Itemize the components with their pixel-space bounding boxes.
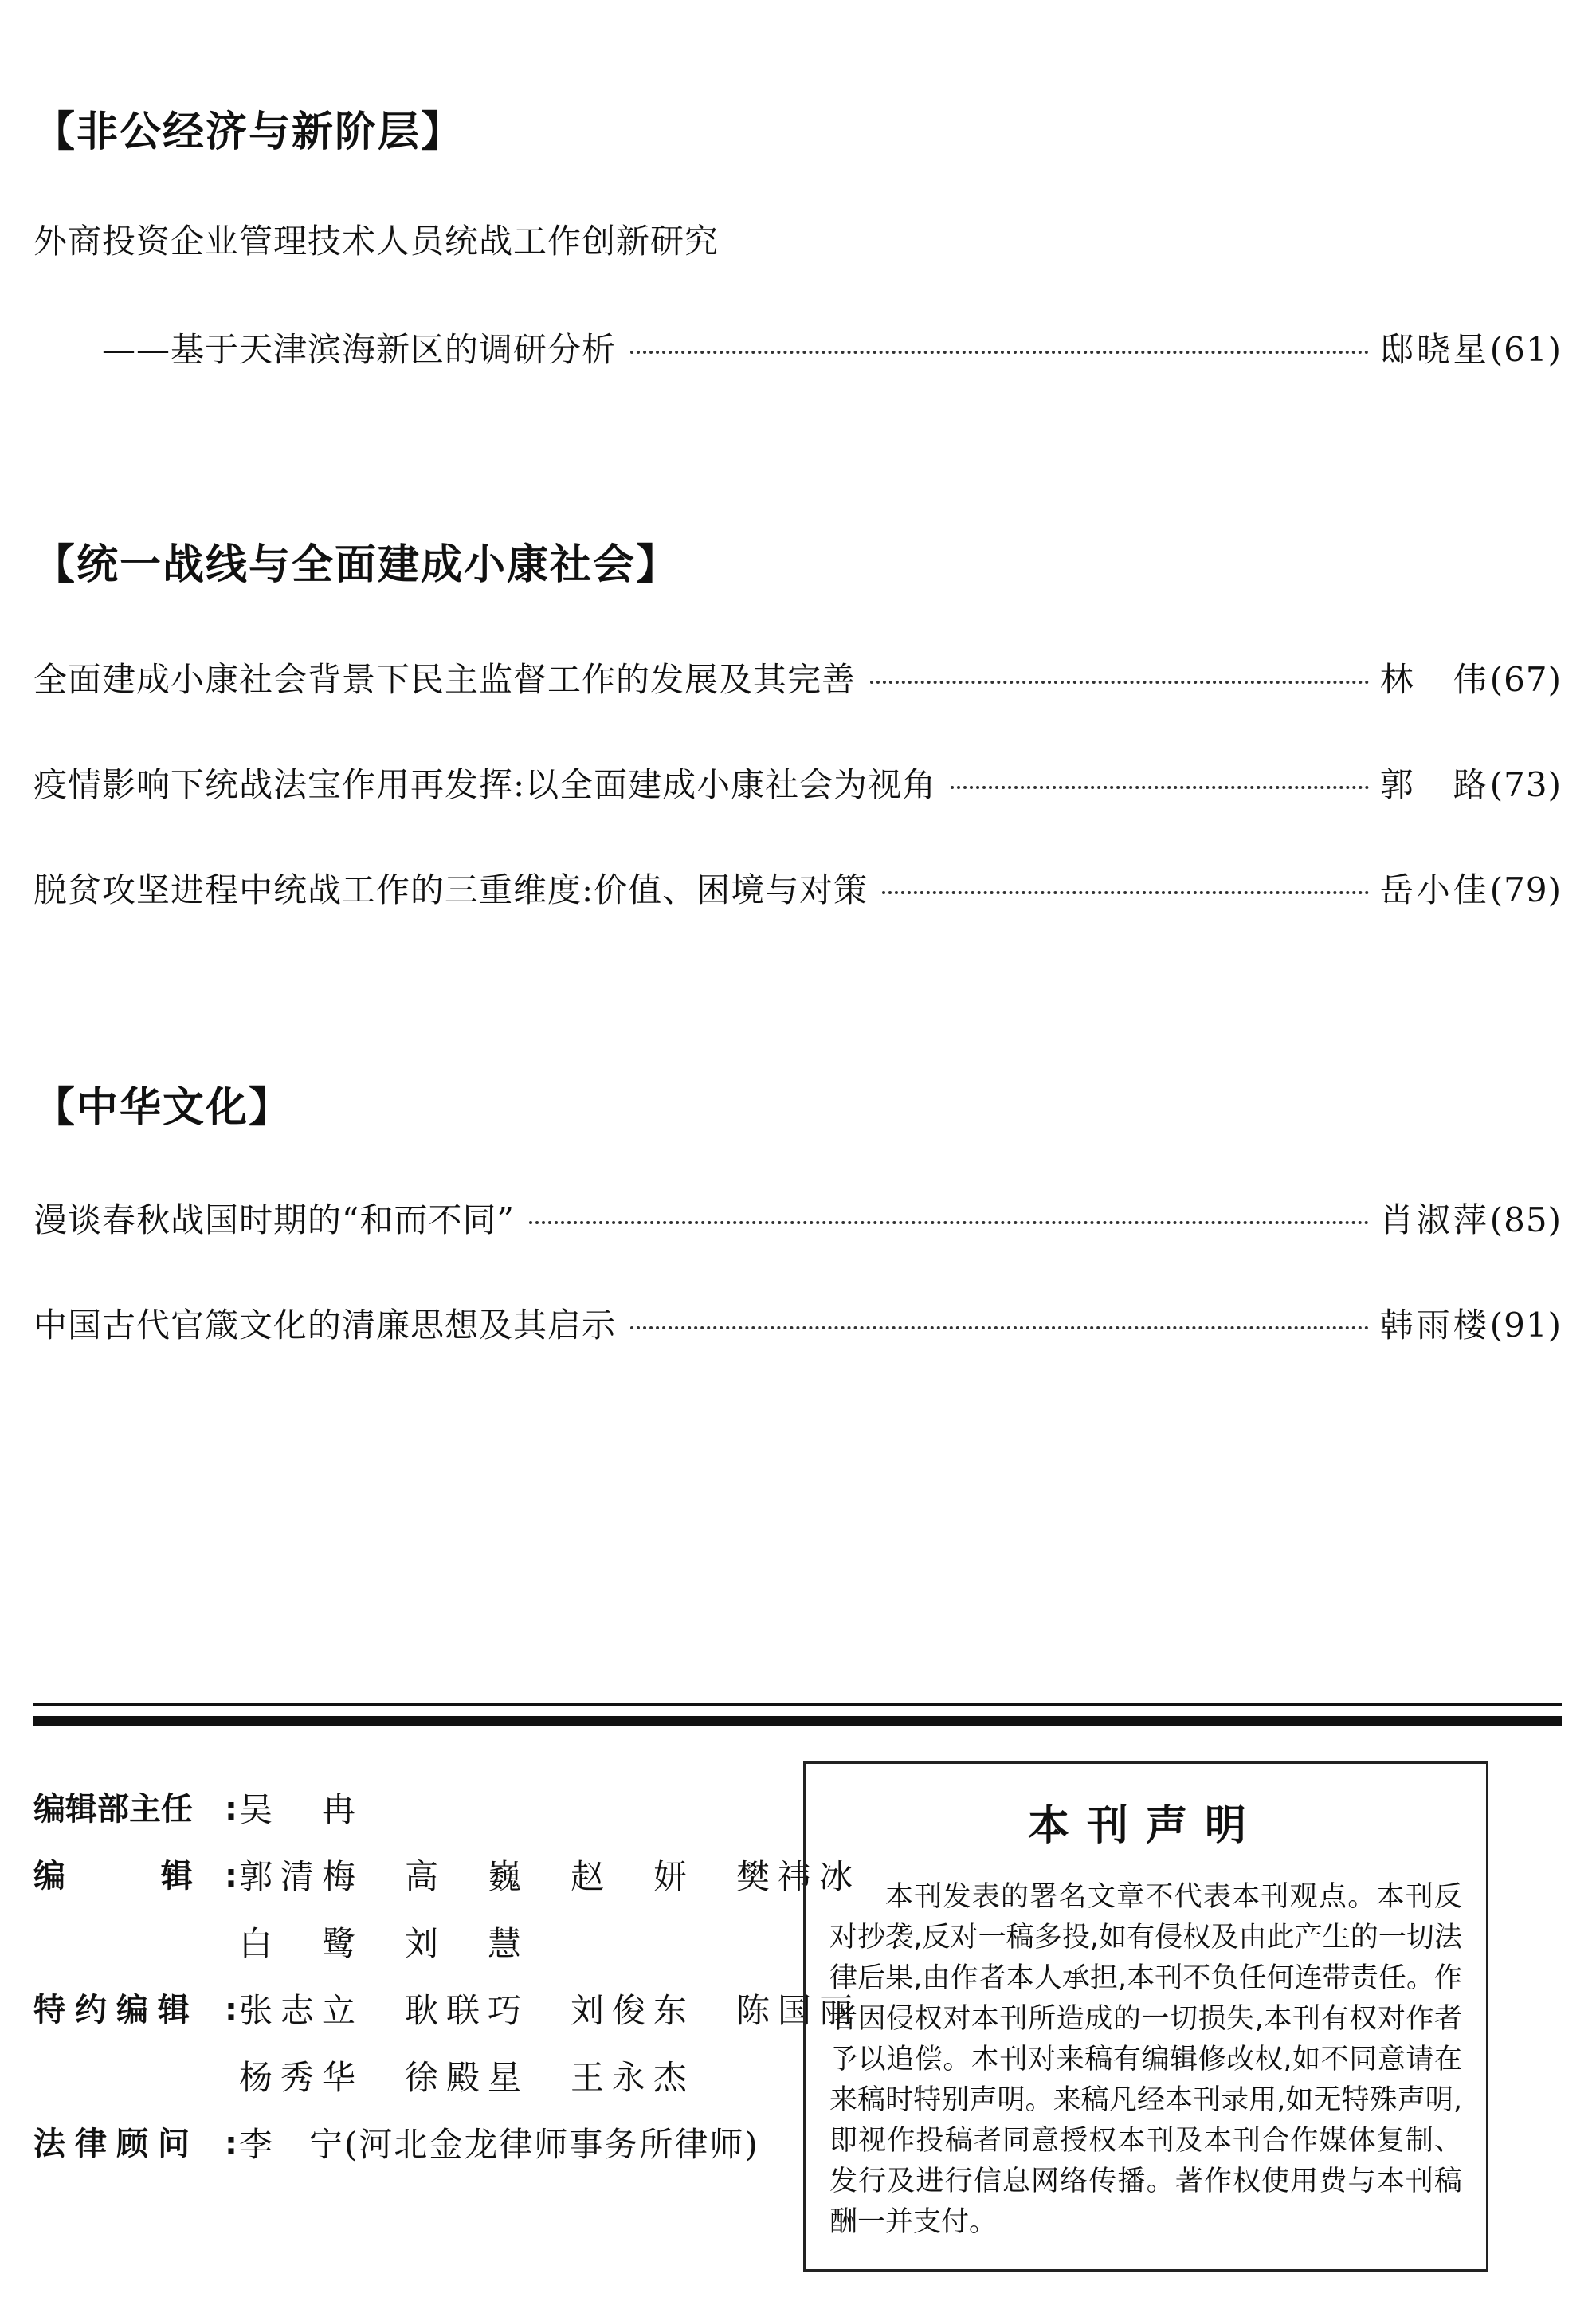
staff-label: 编 辑 : <box>33 1858 237 1895</box>
staff-names: 白 鹭 刘 慧 <box>239 1924 530 1963</box>
toc-entry[interactable] <box>33 765 1562 804</box>
staff-names: 李 宁(河北金龙律师事务所律师) <box>239 2125 759 2164</box>
staff-label: 特约编辑 : <box>33 1992 237 2028</box>
section-title-chinese-culture: 【中华文化】 <box>33 1084 292 1132</box>
staff-names: 杨秀华 徐殿星 王永杰 <box>239 2058 696 2097</box>
staff-label: 编辑部主任 : <box>33 1791 237 1828</box>
staff-label: 法律顾问 : <box>33 2126 237 2162</box>
staff-names: 吴 冉 <box>239 1790 364 1829</box>
toc-author: 肖淑萍 <box>1379 1200 1490 1239</box>
staff-row <box>33 2125 798 2195</box>
divider-thick <box>33 1716 1562 1726</box>
divider-thin <box>33 1703 1562 1706</box>
staff-row <box>33 2058 798 2128</box>
notice-title: 本刊声明 <box>1027 1802 1264 1850</box>
staff-names: 郭清梅 高 巍 赵 妍 樊祎冰 <box>239 1857 861 1896</box>
staff-row <box>33 1790 798 1860</box>
toc-page-number: (73) <box>1489 765 1562 804</box>
staff-row <box>33 1924 798 1994</box>
staff-row <box>33 1857 861 1927</box>
toc-author: 郭 路 <box>1379 765 1490 804</box>
leader-dots <box>529 1221 1369 1224</box>
leader-dots <box>882 891 1369 894</box>
leader-dots <box>630 351 1369 354</box>
toc-author: 邸晓星 <box>1379 330 1490 369</box>
toc-entry[interactable] <box>33 1306 1562 1345</box>
toc-article-title: 疫情影响下统战法宝作用再发挥:以全面建成小康社会为视角 <box>33 765 937 804</box>
staff-names: 张志立 耿联巧 刘俊东 陈国丽 <box>239 1991 861 2030</box>
toc-page-number: (91) <box>1489 1306 1562 1345</box>
toc-article-title: 漫谈春秋战国时期的“和而不同” <box>33 1200 515 1239</box>
toc-author: 林 伟 <box>1379 660 1490 699</box>
leader-dots <box>870 681 1369 684</box>
leader-dots <box>630 1326 1369 1329</box>
toc-entry[interactable] <box>33 870 1562 909</box>
editorial-staff <box>33 1790 861 2195</box>
toc-article-title: 中国古代官箴文化的清廉思想及其启示 <box>33 1306 617 1345</box>
toc-subtitle: ——基于天津滨海新区的调研分析 <box>102 330 617 369</box>
journal-notice-box <box>803 1761 1488 2272</box>
section-title-non-public-economy: 【非公经济与新阶层】 <box>33 108 465 156</box>
toc-article-title[interactable]: 外商投资企业管理技术人员统战工作创新研究 <box>33 222 720 261</box>
toc-article-title: 脱贫攻坚进程中统战工作的三重维度:价值、困境与对策 <box>33 870 869 909</box>
toc-page-number: (67) <box>1489 660 1562 699</box>
toc-page-number: (85) <box>1489 1200 1562 1239</box>
toc-page-number: (79) <box>1489 870 1562 909</box>
toc-page-number: (61) <box>1489 330 1562 369</box>
toc-author: 岳小佳 <box>1379 870 1490 909</box>
toc-entry[interactable] <box>33 660 1562 699</box>
leader-dots <box>951 786 1369 789</box>
toc-entry[interactable] <box>102 330 1562 369</box>
section-title-united-front: 【统一战线与全面建成小康社会】 <box>33 541 680 589</box>
notice-body: 本刊发表的署名文章不代表本刊观点。本刊反对抄袭,反对一稿多投,如有侵权及由此产生的一切法律后果,由作者本人承担,本刊不负任何连带责任。作者因侵权对本刊所造成的一切损失,本刊有权对作者予以追偿。本刊对来稿有编辑修改权,如不同意请在来稿时特别声明。来稿凡经本刊录用,如无特殊声明,即视作投稿者同意授权本刊及本刊合作媒体复制、发行及进行信息网络传播。著作权使用费与本刊稿酬一并支付。 <box>829 1881 1462 2238</box>
staff-row <box>33 1991 861 2061</box>
toc-author: 韩雨楼 <box>1379 1306 1490 1345</box>
toc-article-title: 全面建成小康社会背景下民主监督工作的发展及其完善 <box>33 660 857 699</box>
toc-entry[interactable] <box>33 1200 1562 1239</box>
